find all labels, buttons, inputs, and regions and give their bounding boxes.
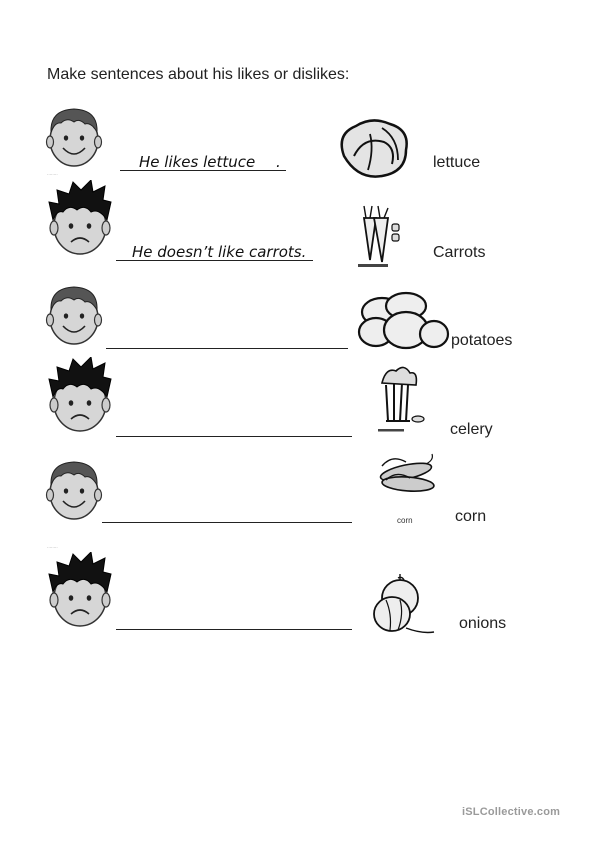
answer-line-4[interactable] xyxy=(116,436,352,437)
food-label-corn: corn xyxy=(455,508,487,525)
food-label-lettuce: lettuce xyxy=(433,154,481,171)
celery-icon xyxy=(376,363,428,433)
corn-icon xyxy=(376,450,436,496)
answer-1: He likes lettuce xyxy=(139,153,256,171)
lettuce-icon xyxy=(334,116,412,180)
food-label-potatoes: potatoes xyxy=(451,332,513,349)
food-label-carrots: Carrots xyxy=(433,244,486,261)
sad-face-icon xyxy=(47,180,113,260)
answer-line-5[interactable] xyxy=(102,522,352,523)
answer-1-period: . xyxy=(276,153,281,171)
onions-icon xyxy=(372,574,438,636)
potatoes-icon xyxy=(356,290,450,352)
food-label-celery: celery xyxy=(450,421,493,438)
carrots-icon xyxy=(356,204,406,272)
credit-text: ········ xyxy=(47,172,58,177)
happy-face-icon xyxy=(45,104,103,170)
answer-line-3[interactable] xyxy=(106,348,348,349)
credit-text: ········ xyxy=(47,545,58,550)
answer-line-6[interactable] xyxy=(116,629,352,630)
corn-image-caption: corn xyxy=(397,516,413,525)
site-watermark: iSLCollective.com xyxy=(462,806,561,818)
happy-face-icon xyxy=(45,282,103,348)
sad-face-icon xyxy=(47,552,113,632)
answer-2: He doesn’t like carrots. xyxy=(132,243,307,261)
food-label-onions: onions xyxy=(459,615,507,632)
instruction-text: Make sentences about his likes or dislikes: xyxy=(47,66,350,83)
happy-face-icon xyxy=(45,457,103,523)
sad-face-icon xyxy=(47,357,113,437)
